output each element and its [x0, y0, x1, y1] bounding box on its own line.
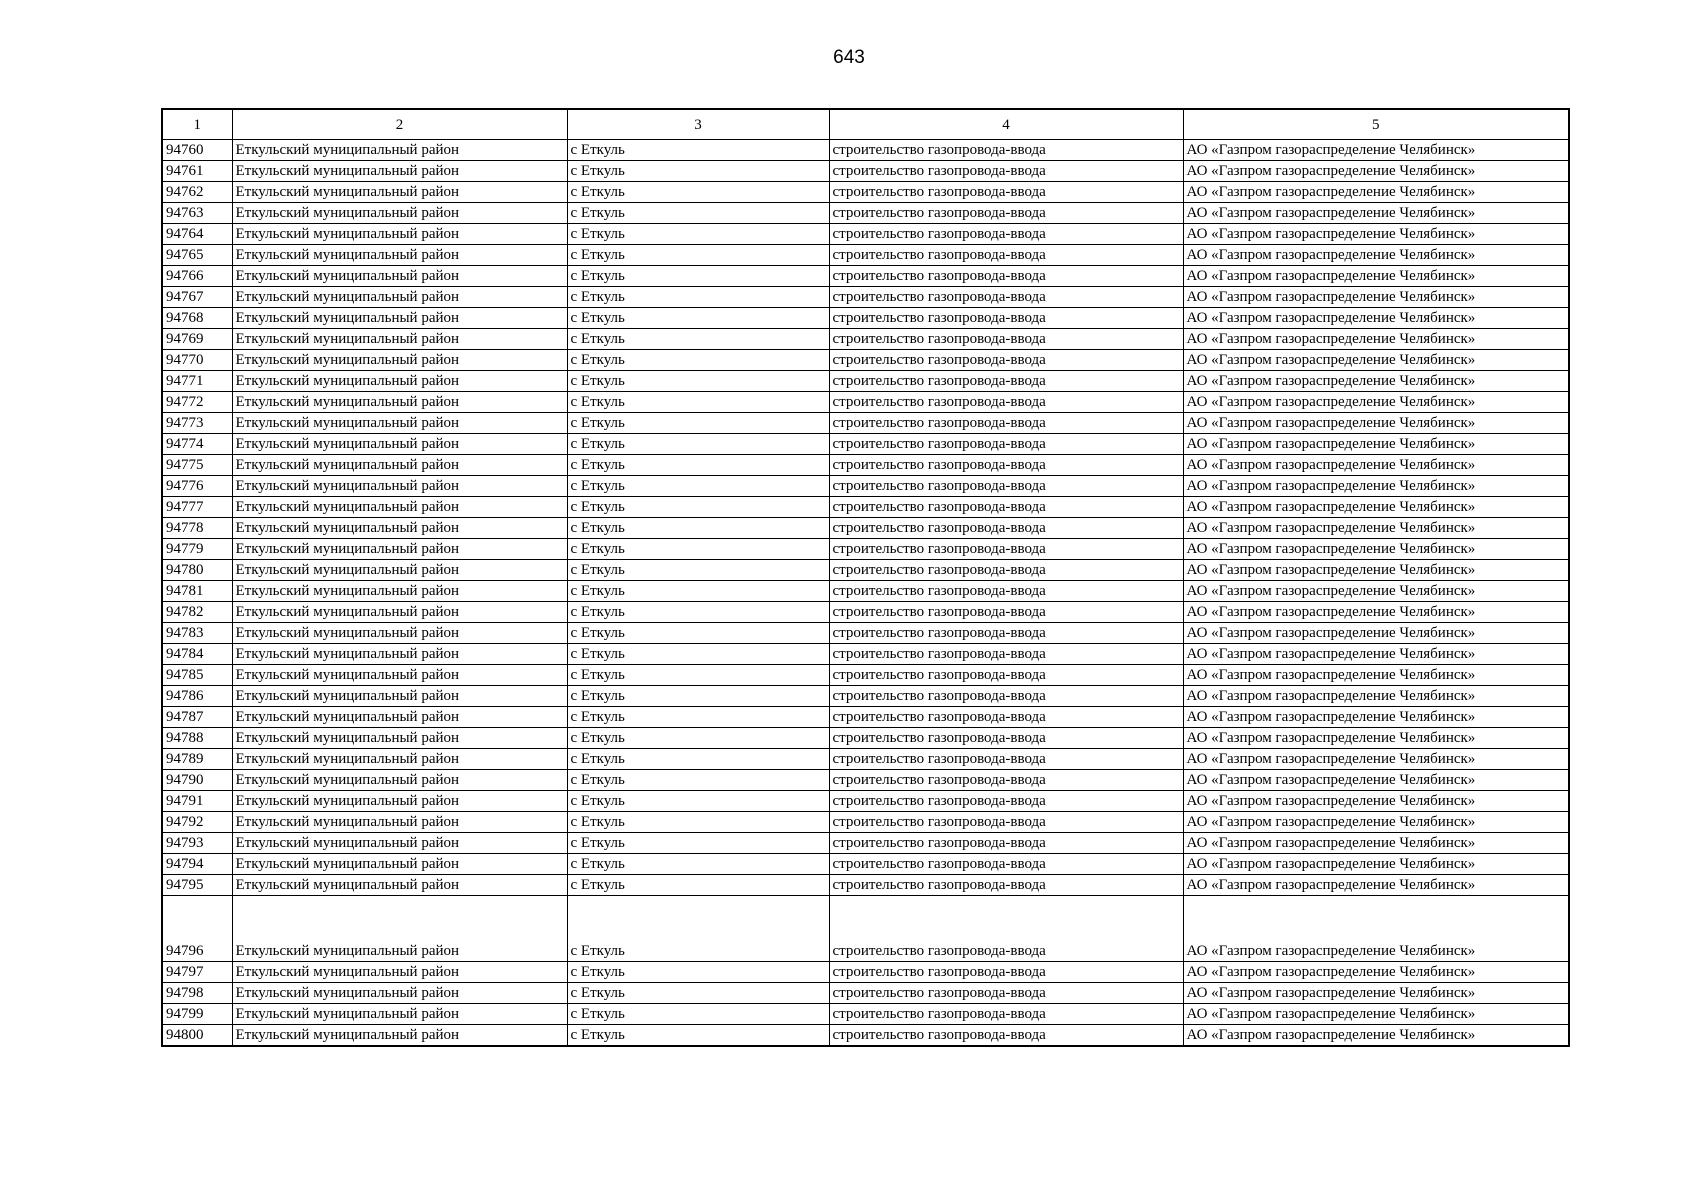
- cell-organization: АО «Газпром газораспределение Челябинск»: [1183, 245, 1569, 266]
- cell-work-type: строительство газопровода-ввода: [829, 791, 1183, 812]
- cell-settlement: с Еткуль: [567, 245, 829, 266]
- cell-number: 94783: [162, 623, 232, 644]
- cell-settlement: с Еткуль: [567, 791, 829, 812]
- cell-work-type: строительство газопровода-ввода: [829, 686, 1183, 707]
- table-header: [162, 109, 1569, 140]
- cell-number: 94762: [162, 182, 232, 203]
- cell-organization: АО «Газпром газораспределение Челябинск»: [1183, 182, 1569, 203]
- cell-settlement: с Еткуль: [567, 497, 829, 518]
- cell-district: Еткульский муниципальный район: [232, 329, 567, 350]
- table-row: [162, 518, 1569, 539]
- table-row: [162, 770, 1569, 791]
- cell-settlement: с Еткуль: [567, 140, 829, 161]
- cell-number: 94776: [162, 476, 232, 497]
- table-row: [162, 686, 1569, 707]
- cell-district: Еткульский муниципальный район: [232, 602, 567, 623]
- cell-work-type: строительство газопровода-ввода: [829, 476, 1183, 497]
- cell-work-type: строительство газопровода-ввода: [829, 455, 1183, 476]
- cell-organization: АО «Газпром газораспределение Челябинск»: [1183, 896, 1569, 962]
- cell-organization: АО «Газпром газораспределение Челябинск»: [1183, 749, 1569, 770]
- cell-district: Еткульский муниципальный район: [232, 140, 567, 161]
- page-number: 643: [833, 47, 865, 68]
- cell-district: Еткульский муниципальный район: [232, 875, 567, 896]
- cell-organization: АО «Газпром газораспределение Челябинск»: [1183, 854, 1569, 875]
- cell-work-type: строительство газопровода-ввода: [829, 875, 1183, 896]
- cell-work-type: строительство газопровода-ввода: [829, 518, 1183, 539]
- cell-number: 94763: [162, 203, 232, 224]
- cell-organization: АО «Газпром газораспределение Челябинск»: [1183, 287, 1569, 308]
- cell-organization: АО «Газпром газораспределение Челябинск»: [1183, 497, 1569, 518]
- cell-district: Еткульский муниципальный район: [232, 224, 567, 245]
- table-row: [162, 581, 1569, 602]
- cell-number: 94768: [162, 308, 232, 329]
- cell-number: 94782: [162, 602, 232, 623]
- cell-organization: АО «Газпром газораспределение Челябинск»: [1183, 644, 1569, 665]
- cell-district: Еткульский муниципальный район: [232, 476, 567, 497]
- cell-district: Еткульский муниципальный район: [232, 581, 567, 602]
- cell-organization: АО «Газпром газораспределение Челябинск»: [1183, 434, 1569, 455]
- table-row: [162, 329, 1569, 350]
- cell-settlement: с Еткуль: [567, 623, 829, 644]
- cell-district: Еткульский муниципальный район: [232, 266, 567, 287]
- table-row: [162, 203, 1569, 224]
- cell-work-type: строительство газопровода-ввода: [829, 308, 1183, 329]
- cell-number: 94781: [162, 581, 232, 602]
- cell-settlement: с Еткуль: [567, 770, 829, 791]
- cell-settlement: с Еткуль: [567, 686, 829, 707]
- cell-work-type: строительство газопровода-ввода: [829, 812, 1183, 833]
- cell-settlement: с Еткуль: [567, 350, 829, 371]
- table-row: [162, 476, 1569, 497]
- table-row: [162, 455, 1569, 476]
- cell-work-type: строительство газопровода-ввода: [829, 413, 1183, 434]
- column-header-2: 2: [232, 109, 567, 140]
- cell-work-type: строительство газопровода-ввода: [829, 266, 1183, 287]
- cell-settlement: с Еткуль: [567, 962, 829, 983]
- cell-work-type: строительство газопровода-ввода: [829, 1025, 1183, 1047]
- cell-district: Еткульский муниципальный район: [232, 896, 567, 962]
- cell-organization: АО «Газпром газораспределение Челябинск»: [1183, 203, 1569, 224]
- cell-settlement: с Еткуль: [567, 896, 829, 962]
- cell-district: Еткульский муниципальный район: [232, 854, 567, 875]
- cell-organization: АО «Газпром газораспределение Челябинск»: [1183, 266, 1569, 287]
- cell-settlement: с Еткуль: [567, 707, 829, 728]
- cell-organization: АО «Газпром газораспределение Челябинск»: [1183, 455, 1569, 476]
- cell-organization: АО «Газпром газораспределение Челябинск»: [1183, 983, 1569, 1004]
- cell-settlement: с Еткуль: [567, 812, 829, 833]
- table-row: [162, 812, 1569, 833]
- cell-work-type: строительство газопровода-ввода: [829, 245, 1183, 266]
- cell-district: Еткульский муниципальный район: [232, 350, 567, 371]
- cell-work-type: строительство газопровода-ввода: [829, 749, 1183, 770]
- cell-organization: АО «Газпром газораспределение Челябинск»: [1183, 875, 1569, 896]
- cell-organization: АО «Газпром газораспределение Челябинск»: [1183, 707, 1569, 728]
- cell-settlement: с Еткуль: [567, 644, 829, 665]
- cell-number: 94786: [162, 686, 232, 707]
- table-row: [162, 644, 1569, 665]
- cell-district: Еткульский муниципальный район: [232, 308, 567, 329]
- cell-number: 94764: [162, 224, 232, 245]
- cell-number: 94778: [162, 518, 232, 539]
- cell-work-type: строительство газопровода-ввода: [829, 287, 1183, 308]
- cell-organization: АО «Газпром газораспределение Челябинск»: [1183, 140, 1569, 161]
- cell-number: 94794: [162, 854, 232, 875]
- cell-number: 94765: [162, 245, 232, 266]
- cell-work-type: строительство газопровода-ввода: [829, 707, 1183, 728]
- table-row: [162, 1025, 1569, 1047]
- cell-work-type: строительство газопровода-ввода: [829, 962, 1183, 983]
- cell-number: 94789: [162, 749, 232, 770]
- cell-work-type: строительство газопровода-ввода: [829, 539, 1183, 560]
- cell-number: 94760: [162, 140, 232, 161]
- cell-number: 94797: [162, 962, 232, 983]
- column-header-1: 1: [162, 109, 232, 140]
- cell-number: 94792: [162, 812, 232, 833]
- cell-work-type: строительство газопровода-ввода: [829, 140, 1183, 161]
- cell-settlement: с Еткуль: [567, 266, 829, 287]
- cell-district: Еткульский муниципальный район: [232, 791, 567, 812]
- column-header-4: 4: [829, 109, 1183, 140]
- table-row: [162, 833, 1569, 854]
- cell-district: Еткульский муниципальный район: [232, 983, 567, 1004]
- cell-organization: АО «Газпром газораспределение Челябинск»: [1183, 1004, 1569, 1025]
- table-row: [162, 539, 1569, 560]
- table-row: [162, 728, 1569, 749]
- table-row: [162, 602, 1569, 623]
- table-row: [162, 983, 1569, 1004]
- cell-organization: АО «Газпром газораспределение Челябинск»: [1183, 161, 1569, 182]
- cell-settlement: с Еткуль: [567, 203, 829, 224]
- cell-organization: АО «Газпром газораспределение Челябинск»: [1183, 581, 1569, 602]
- cell-settlement: с Еткуль: [567, 224, 829, 245]
- cell-district: Еткульский муниципальный район: [232, 518, 567, 539]
- cell-settlement: с Еткуль: [567, 371, 829, 392]
- cell-district: Еткульский муниципальный район: [232, 665, 567, 686]
- cell-number: 94791: [162, 791, 232, 812]
- table-row: [162, 266, 1569, 287]
- cell-work-type: строительство газопровода-ввода: [829, 434, 1183, 455]
- cell-district: Еткульский муниципальный район: [232, 161, 567, 182]
- cell-organization: АО «Газпром газораспределение Челябинск»: [1183, 350, 1569, 371]
- cell-settlement: с Еткуль: [567, 476, 829, 497]
- cell-number: 94787: [162, 707, 232, 728]
- cell-work-type: строительство газопровода-ввода: [829, 854, 1183, 875]
- cell-organization: АО «Газпром газораспределение Челябинск»: [1183, 686, 1569, 707]
- cell-number: 94788: [162, 728, 232, 749]
- cell-work-type: строительство газопровода-ввода: [829, 224, 1183, 245]
- cell-work-type: строительство газопровода-ввода: [829, 623, 1183, 644]
- table-row: [162, 224, 1569, 245]
- cell-number: 94773: [162, 413, 232, 434]
- cell-number: 94770: [162, 350, 232, 371]
- cell-organization: АО «Газпром газораспределение Челябинск»: [1183, 518, 1569, 539]
- cell-work-type: строительство газопровода-ввода: [829, 983, 1183, 1004]
- cell-settlement: с Еткуль: [567, 749, 829, 770]
- cell-number: 94769: [162, 329, 232, 350]
- cell-district: Еткульский муниципальный район: [232, 182, 567, 203]
- cell-organization: АО «Газпром газораспределение Челябинск»: [1183, 539, 1569, 560]
- cell-number: 94771: [162, 371, 232, 392]
- cell-work-type: строительство газопровода-ввода: [829, 161, 1183, 182]
- table-row: [162, 182, 1569, 203]
- cell-district: Еткульский муниципальный район: [232, 962, 567, 983]
- header-row: [162, 109, 1569, 140]
- cell-work-type: строительство газопровода-ввода: [829, 833, 1183, 854]
- cell-organization: АО «Газпром газораспределение Челябинск»: [1183, 329, 1569, 350]
- cell-work-type: строительство газопровода-ввода: [829, 371, 1183, 392]
- column-header-3: 3: [567, 109, 829, 140]
- cell-number: 94784: [162, 644, 232, 665]
- cell-organization: АО «Газпром газораспределение Челябинск»: [1183, 392, 1569, 413]
- cell-number: 94779: [162, 539, 232, 560]
- cell-settlement: с Еткуль: [567, 413, 829, 434]
- cell-number: 94785: [162, 665, 232, 686]
- cell-number: 94798: [162, 983, 232, 1004]
- cell-number: 94775: [162, 455, 232, 476]
- cell-organization: АО «Газпром газораспределение Челябинск»: [1183, 476, 1569, 497]
- cell-work-type: строительство газопровода-ввода: [829, 602, 1183, 623]
- cell-district: Еткульский муниципальный район: [232, 644, 567, 665]
- cell-district: Еткульский муниципальный район: [232, 728, 567, 749]
- table-row: [162, 791, 1569, 812]
- cell-organization: АО «Газпром газораспределение Челябинск»: [1183, 833, 1569, 854]
- cell-number: 94766: [162, 266, 232, 287]
- cell-district: Еткульский муниципальный район: [232, 497, 567, 518]
- cell-district: Еткульский муниципальный район: [232, 371, 567, 392]
- table-row: [162, 497, 1569, 518]
- table-row: [162, 413, 1569, 434]
- cell-district: Еткульский муниципальный район: [232, 287, 567, 308]
- table-row: [162, 665, 1569, 686]
- table-row: [162, 896, 1569, 962]
- cell-number: 94780: [162, 560, 232, 581]
- table-row: [162, 371, 1569, 392]
- cell-organization: АО «Газпром газораспределение Челябинск»: [1183, 1025, 1569, 1047]
- table-row: [162, 875, 1569, 896]
- cell-organization: АО «Газпром газораспределение Челябинск»: [1183, 665, 1569, 686]
- cell-district: Еткульский муниципальный район: [232, 539, 567, 560]
- data-table: [161, 108, 1570, 1047]
- cell-work-type: строительство газопровода-ввода: [829, 1004, 1183, 1025]
- cell-district: Еткульский муниципальный район: [232, 434, 567, 455]
- cell-settlement: с Еткуль: [567, 392, 829, 413]
- cell-work-type: строительство газопровода-ввода: [829, 896, 1183, 962]
- table-body: [162, 140, 1569, 1047]
- cell-organization: АО «Газпром газораспределение Челябинск»: [1183, 812, 1569, 833]
- cell-settlement: с Еткуль: [567, 728, 829, 749]
- cell-work-type: строительство газопровода-ввода: [829, 350, 1183, 371]
- table-row: [162, 854, 1569, 875]
- cell-organization: АО «Газпром газораспределение Челябинск»: [1183, 371, 1569, 392]
- cell-district: Еткульский муниципальный район: [232, 833, 567, 854]
- table-row: [162, 623, 1569, 644]
- cell-number: 94800: [162, 1025, 232, 1047]
- cell-work-type: строительство газопровода-ввода: [829, 392, 1183, 413]
- cell-work-type: строительство газопровода-ввода: [829, 665, 1183, 686]
- cell-organization: АО «Газпром газораспределение Челябинск»: [1183, 791, 1569, 812]
- cell-number: 94777: [162, 497, 232, 518]
- cell-district: Еткульский муниципальный район: [232, 245, 567, 266]
- cell-settlement: с Еткуль: [567, 434, 829, 455]
- cell-district: Еткульский муниципальный район: [232, 203, 567, 224]
- cell-settlement: с Еткуль: [567, 1004, 829, 1025]
- table-row: [162, 434, 1569, 455]
- cell-district: Еткульский муниципальный район: [232, 623, 567, 644]
- cell-settlement: с Еткуль: [567, 875, 829, 896]
- cell-organization: АО «Газпром газораспределение Челябинск»: [1183, 308, 1569, 329]
- table-row: [162, 962, 1569, 983]
- table-row: [162, 140, 1569, 161]
- table-row: [162, 1004, 1569, 1025]
- cell-number: 94796: [162, 896, 232, 962]
- cell-settlement: с Еткуль: [567, 665, 829, 686]
- table-row: [162, 245, 1569, 266]
- cell-settlement: с Еткуль: [567, 329, 829, 350]
- cell-organization: АО «Газпром газораспределение Челябинск»: [1183, 560, 1569, 581]
- cell-work-type: строительство газопровода-ввода: [829, 203, 1183, 224]
- table-row: [162, 749, 1569, 770]
- cell-number: 94772: [162, 392, 232, 413]
- cell-organization: АО «Газпром газораспределение Челябинск»: [1183, 413, 1569, 434]
- cell-settlement: с Еткуль: [567, 182, 829, 203]
- cell-work-type: строительство газопровода-ввода: [829, 560, 1183, 581]
- cell-settlement: с Еткуль: [567, 854, 829, 875]
- cell-district: Еткульский муниципальный район: [232, 455, 567, 476]
- cell-district: Еткульский муниципальный район: [232, 413, 567, 434]
- cell-organization: АО «Газпром газораспределение Челябинск»: [1183, 602, 1569, 623]
- table-row: [162, 287, 1569, 308]
- cell-organization: АО «Газпром газораспределение Челябинск»: [1183, 728, 1569, 749]
- cell-district: Еткульский муниципальный район: [232, 686, 567, 707]
- table-row: [162, 308, 1569, 329]
- cell-number: 94799: [162, 1004, 232, 1025]
- cell-settlement: с Еткуль: [567, 455, 829, 476]
- column-header-5: 5: [1183, 109, 1569, 140]
- cell-district: Еткульский муниципальный район: [232, 749, 567, 770]
- cell-settlement: с Еткуль: [567, 983, 829, 1004]
- table-row: [162, 392, 1569, 413]
- cell-settlement: с Еткуль: [567, 161, 829, 182]
- cell-settlement: с Еткуль: [567, 581, 829, 602]
- cell-number: 94774: [162, 434, 232, 455]
- cell-district: Еткульский муниципальный район: [232, 812, 567, 833]
- cell-settlement: с Еткуль: [567, 518, 829, 539]
- cell-number: 94793: [162, 833, 232, 854]
- cell-work-type: строительство газопровода-ввода: [829, 497, 1183, 518]
- cell-settlement: с Еткуль: [567, 539, 829, 560]
- cell-organization: АО «Газпром газораспределение Челябинск»: [1183, 770, 1569, 791]
- cell-work-type: строительство газопровода-ввода: [829, 182, 1183, 203]
- cell-district: Еткульский муниципальный район: [232, 770, 567, 791]
- table-row: [162, 560, 1569, 581]
- cell-settlement: с Еткуль: [567, 833, 829, 854]
- cell-settlement: с Еткуль: [567, 602, 829, 623]
- cell-organization: АО «Газпром газораспределение Челябинск»: [1183, 962, 1569, 983]
- cell-settlement: с Еткуль: [567, 1025, 829, 1047]
- cell-work-type: строительство газопровода-ввода: [829, 770, 1183, 791]
- cell-number: 94790: [162, 770, 232, 791]
- cell-number: 94761: [162, 161, 232, 182]
- cell-number: 94795: [162, 875, 232, 896]
- table-row: [162, 350, 1569, 371]
- cell-district: Еткульский муниципальный район: [232, 560, 567, 581]
- cell-settlement: с Еткуль: [567, 308, 829, 329]
- cell-organization: АО «Газпром газораспределение Челябинск»: [1183, 224, 1569, 245]
- cell-settlement: с Еткуль: [567, 287, 829, 308]
- cell-district: Еткульский муниципальный район: [232, 1025, 567, 1047]
- cell-district: Еткульский муниципальный район: [232, 1004, 567, 1025]
- table-row: [162, 707, 1569, 728]
- cell-work-type: строительство газопровода-ввода: [829, 644, 1183, 665]
- cell-district: Еткульский муниципальный район: [232, 392, 567, 413]
- cell-organization: АО «Газпром газораспределение Челябинск»: [1183, 623, 1569, 644]
- table-row: [162, 161, 1569, 182]
- cell-number: 94767: [162, 287, 232, 308]
- cell-work-type: строительство газопровода-ввода: [829, 329, 1183, 350]
- cell-work-type: строительство газопровода-ввода: [829, 728, 1183, 749]
- cell-district: Еткульский муниципальный район: [232, 707, 567, 728]
- cell-settlement: с Еткуль: [567, 560, 829, 581]
- cell-work-type: строительство газопровода-ввода: [829, 581, 1183, 602]
